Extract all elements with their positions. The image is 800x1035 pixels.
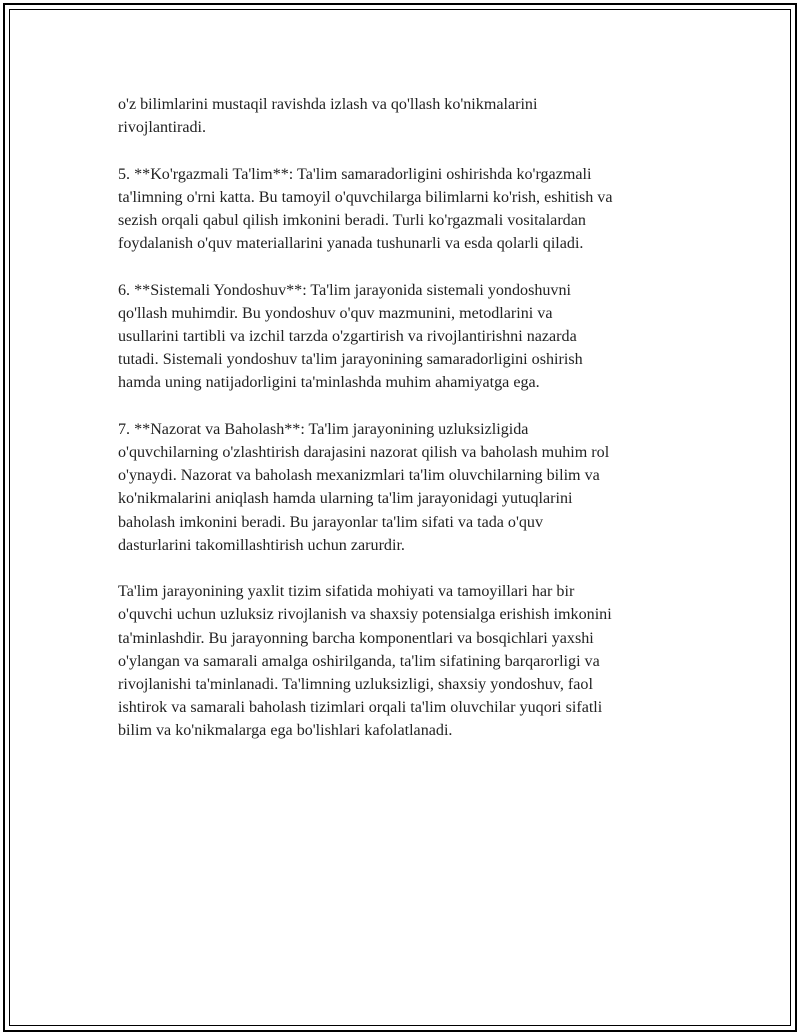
paragraph-item-7 [118, 418, 690, 557]
document-body [118, 93, 690, 766]
text-line: baholash imkonini beradi. Bu jarayonlar ta'lim sifati va tada o'quv [118, 513, 544, 531]
text-line: usullarini tartibli va izchil tarzda o'zgartirish va rivojlantirishni nazarda [118, 328, 577, 345]
text-line: tutadi. Sistemali yondoshuv ta'lim jarayonining samaradorligini oshirish [118, 351, 583, 369]
paragraph-continuation [118, 93, 690, 139]
paragraph-item-6 [118, 279, 690, 395]
text-line: bilim va ko'nikmalarga ega bo'lishlari kafolatlanadi. [118, 722, 453, 740]
text-line: 6. **Sistemali Yondoshuv**: Ta'lim jarayonida sistemali yondoshuvni [118, 281, 571, 299]
text-line: qo'llash muhimdir. Bu yondoshuv o'quv mazmunini, metodlarini va [118, 304, 553, 322]
text-line: o'quvchi uchun uzluksiz rivojlanish va shaxsiy potensialga erishish imkonini [118, 606, 612, 624]
text-line: ishtirok va samarali baholash tizimlari orqali ta'lim oluvchilar yuqori sifatli [118, 699, 603, 717]
text-line: ko'nikmalarini aniqlash hamda ularning ta'lim jarayonidagi yutuqlarini [118, 490, 573, 508]
text-line: o'ylangan va samarali amalga oshirilganda, ta'lim sifatining barqarorligi va [118, 652, 600, 670]
text-line: hamda uning natijadorligini ta'minlashda muhim ahamiyatga ega. [118, 374, 540, 392]
text-line: ta'limning o'rni katta. Bu tamoyil o'quvchilarga bilimlarni ko'rish, eshitish va [118, 188, 613, 206]
text-line: sezish orqali qabul qilish imkonini beradi. Turli ko'rgazmali vositalardan [118, 212, 586, 229]
text-line: Ta'lim jarayonining yaxlit tizim sifatida mohiyati va tamoyillari har bir [118, 583, 575, 601]
text-line: ta'minlashdir. Bu jarayonning barcha komponentlari va bosqichlari yaxshi [118, 629, 594, 647]
text-line: foydalanish o'quv materiallarini yanada tushunarli va esda qolarli qiladi. [118, 235, 584, 253]
paragraph-conclusion [118, 580, 690, 742]
text-line: dasturlarini takomillashtirish uchun zarurdir. [118, 536, 405, 554]
text-line: o'z bilimlarini mustaqil ravishda izlash va qo'llash ko'nikmalarini [118, 96, 538, 113]
text-line: 7. **Nazorat va Baholash**: Ta'lim jarayonining uzluksizligida [118, 420, 529, 438]
text-line: rivojlantiradi. [118, 119, 207, 137]
paragraph-item-5 [118, 163, 690, 256]
text-line: 5. **Ko'rgazmali Ta'lim**: Ta'lim samaradorligini oshirishda ko'rgazmali [118, 165, 592, 183]
text-line: o'quvchilarning o'zlashtirish darajasini nazorat qilish va baholash muhim rol [118, 444, 610, 461]
text-line: o'ynaydi. Nazorat va baholash mexanizmlari ta'lim oluvchilarning bilim va [118, 467, 600, 485]
text-line: rivojlanishi ta'minlanadi. Ta'limning uzluksizligi, shaxsiy yondoshuv, faol [118, 676, 593, 694]
